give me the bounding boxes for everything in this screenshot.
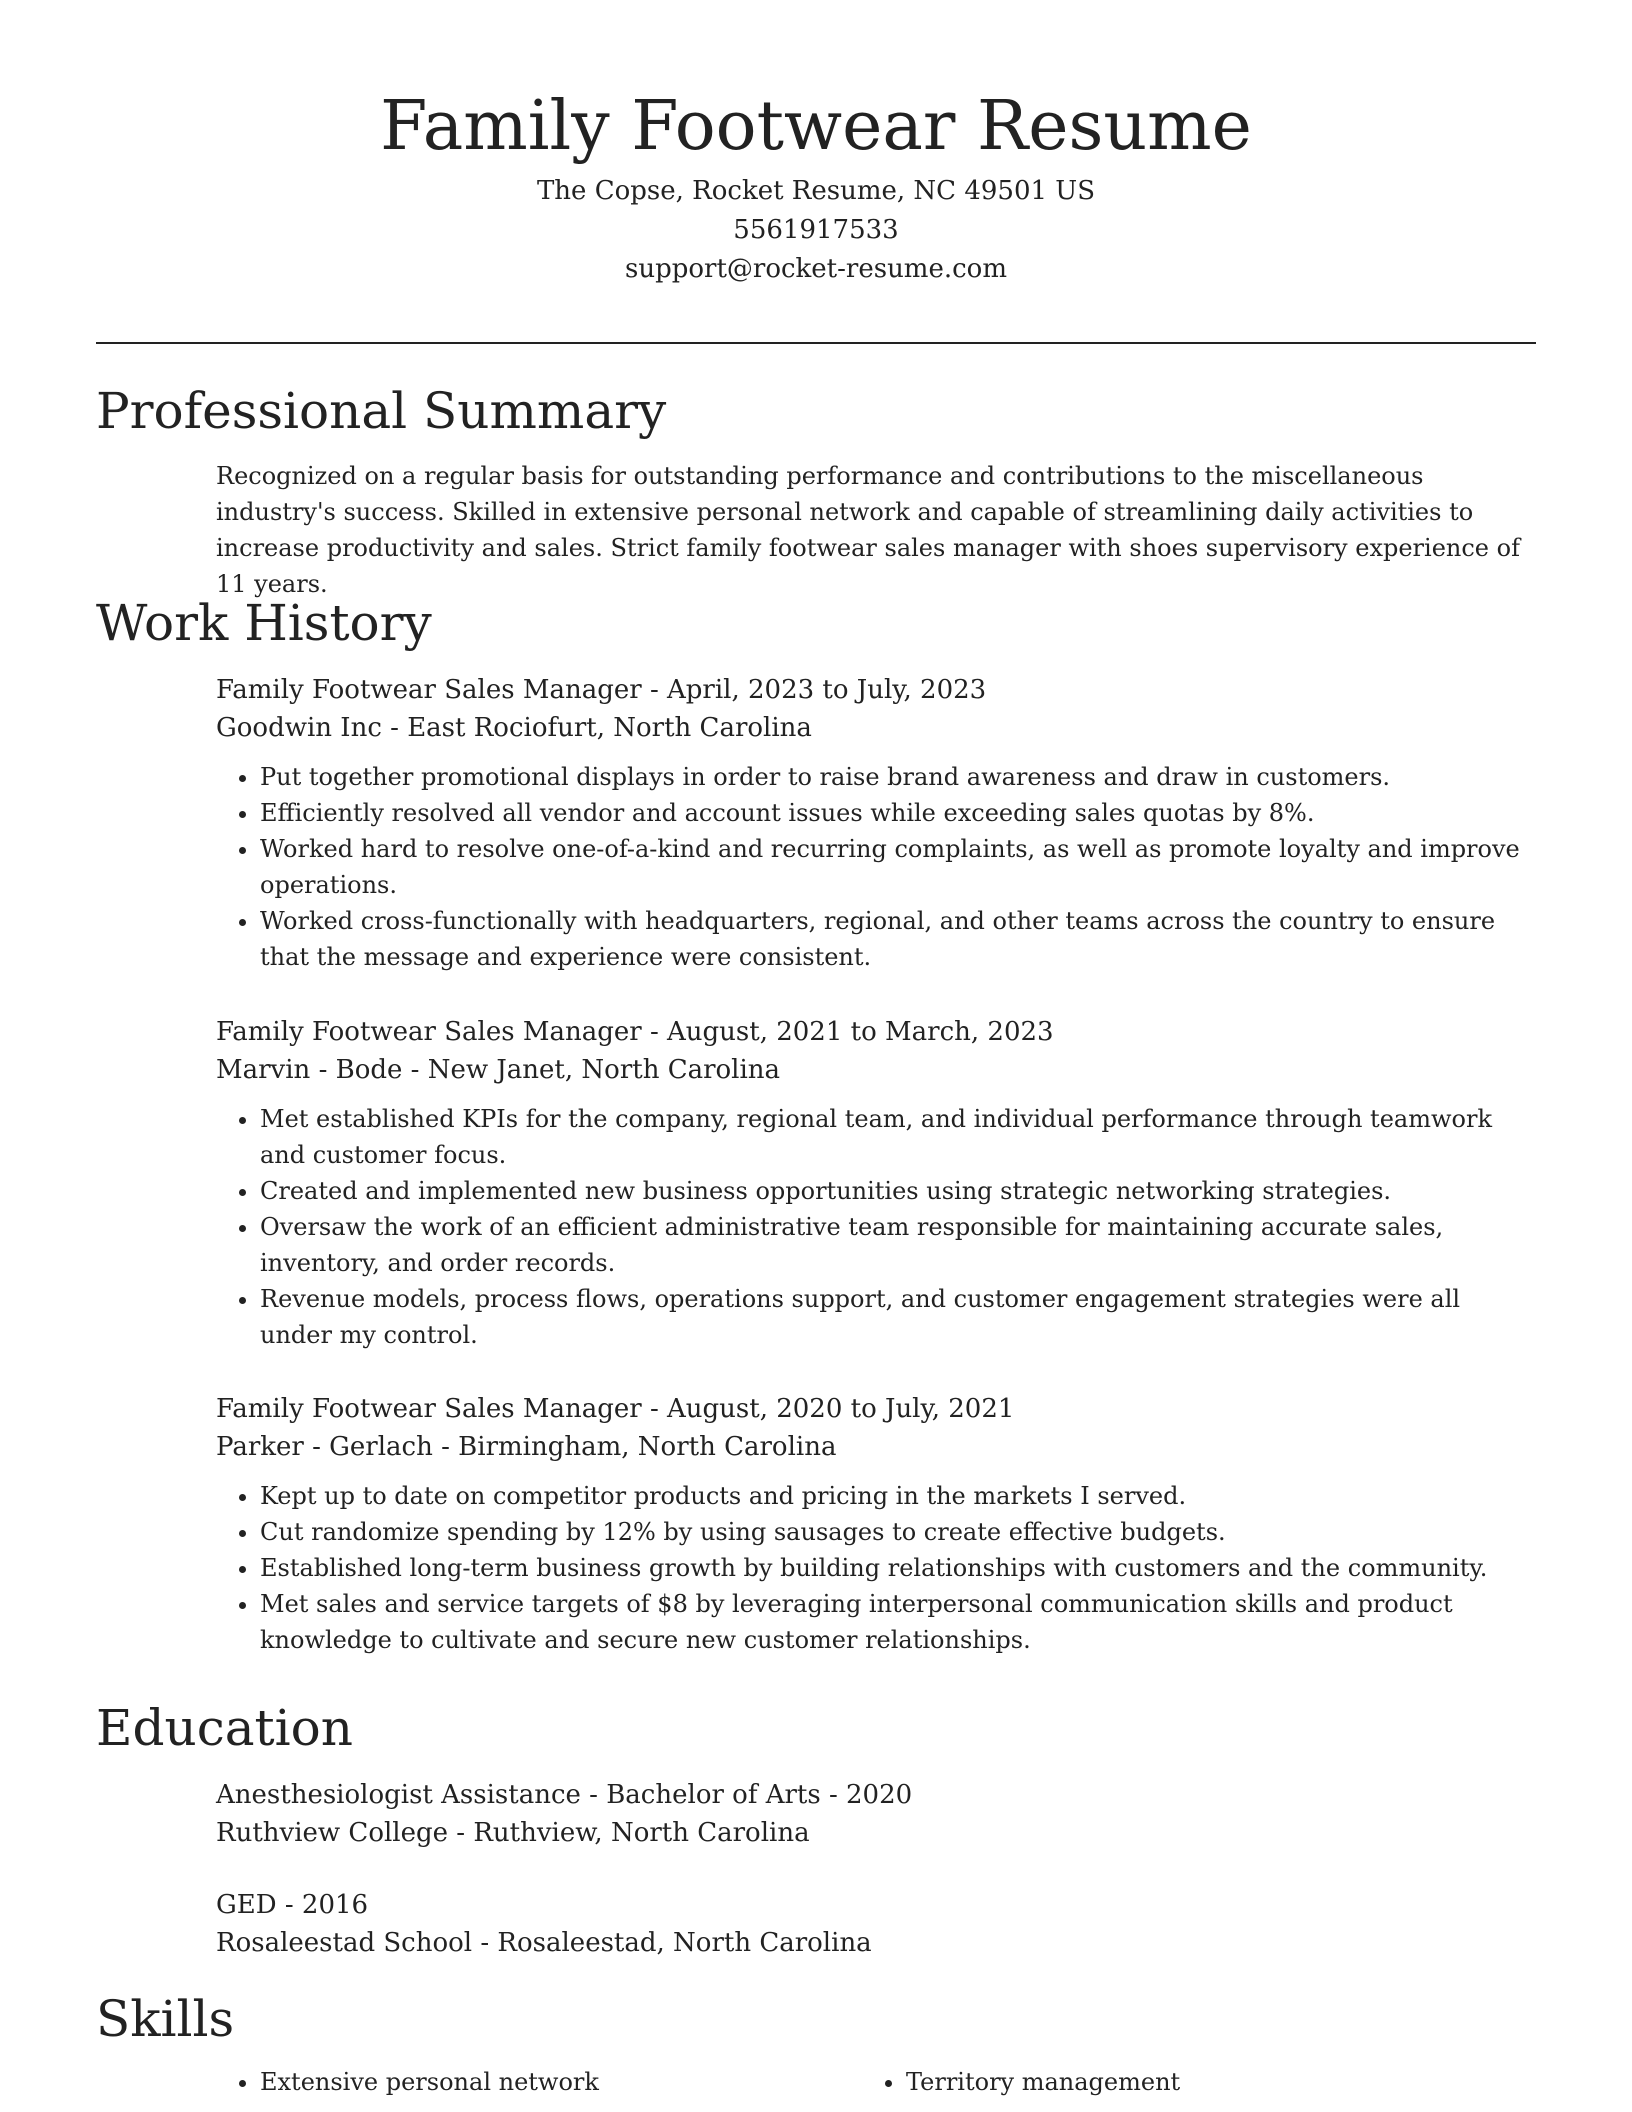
job-company-line: Parker - Gerlach - Birmingham, North Carolina <box>216 1432 837 1462</box>
education-entry <box>216 1886 1536 1962</box>
skills-list-right <box>862 2064 1482 2100</box>
header-divider <box>96 342 1536 344</box>
skill-item: • Territory management <box>906 2064 1482 2100</box>
skills-list-left <box>216 2064 836 2100</box>
education-entry <box>216 1776 1536 1852</box>
skills-heading: Skills <box>96 1990 235 2048</box>
resume-header <box>96 82 1536 289</box>
job-bullet: • Worked cross-functionally with headquarters, regional, and other teams across the country to ensure that the message and experience were consistent. <box>260 903 1536 975</box>
education-school-line: Rosaleestad School - Rosaleestad, North Carolina <box>216 1928 872 1958</box>
job-title-line: Family Footwear Sales Manager - April, 2023 to July, 2023 <box>216 675 987 705</box>
job-bullet: • Revenue models, process flows, operations support, and customer engagement strategies were all under my control. <box>260 1281 1536 1353</box>
job-bullet: • Established long-term business growth by building relationships with customers and the community. <box>260 1550 1536 1586</box>
education-degree-line: Anesthesiologist Assistance - Bachelor of Arts - 2020 <box>216 1780 913 1810</box>
job-title-line: Family Footwear Sales Manager - August, 2020 to July, 2021 <box>216 1394 1015 1424</box>
job-entry <box>216 1013 1536 1353</box>
job-entry <box>216 671 1536 975</box>
job-bullets <box>216 1478 1536 1658</box>
contact-phone: 5561917533 <box>733 215 899 245</box>
summary-heading: Professional Summary <box>96 382 667 440</box>
job-bullet: • Efficiently resolved all vendor and account issues while exceeding sales quotas by 8%. <box>260 795 1536 831</box>
summary-text: Recognized on a regular basis for outstanding performance and contributions to the miscellaneous industry's success. Skilled in extensive personal network and capable of streamlining daily activities to increase productivity and sales. Strict family footwear sales manager with shoes supervisory experience of 11 years. <box>216 462 1520 598</box>
job-bullet: • Created and implemented new business opportunities using strategic networking strategies. <box>260 1173 1536 1209</box>
education-school-line: Ruthview College - Ruthview, North Carolina <box>216 1818 810 1848</box>
job-bullet: • Oversaw the work of an efficient administrative team responsible for maintaining accurate sales, inventory, and order records. <box>260 1209 1536 1281</box>
job-bullet: • Met sales and service targets of $8 by leveraging interpersonal communication skills and product knowledge to cultivate and secure new customer relationships. <box>260 1586 1536 1658</box>
job-bullet: • Met established KPIs for the company, regional team, and individual performance through teamwork and customer focus. <box>260 1101 1536 1173</box>
work-history-heading: Work History <box>96 594 432 652</box>
job-bullets <box>216 1101 1536 1353</box>
job-bullet: • Kept up to date on competitor products and pricing in the markets I served. <box>260 1478 1536 1514</box>
job-bullets <box>216 759 1536 975</box>
education-heading: Education <box>96 1699 353 1757</box>
job-bullet: • Worked hard to resolve one-of-a-kind and recurring complaints, as well as promote loyalty and improve operations. <box>260 831 1536 903</box>
job-title-line: Family Footwear Sales Manager - August, 2021 to March, 2023 <box>216 1017 1054 1047</box>
resume-name: Family Footwear Resume <box>380 87 1252 166</box>
contact-email: support@rocket-resume.com <box>624 254 1007 284</box>
job-entry <box>216 1390 1536 1658</box>
job-bullet: • Put together promotional displays in order to raise brand awareness and draw in customers. <box>260 759 1536 795</box>
job-company-line: Goodwin Inc - East Rociofurt, North Carolina <box>216 713 812 743</box>
contact-address: The Copse, Rocket Resume, NC 49501 US <box>536 176 1096 206</box>
skill-item: • Extensive personal network <box>260 2064 836 2100</box>
summary-block <box>216 458 1536 602</box>
job-bullet: • Cut randomize spending by 12% by using sausages to create effective budgets. <box>260 1514 1536 1550</box>
education-degree-line: GED - 2016 <box>216 1890 369 1920</box>
job-company-line: Marvin - Bode - New Janet, North Carolina <box>216 1055 781 1085</box>
